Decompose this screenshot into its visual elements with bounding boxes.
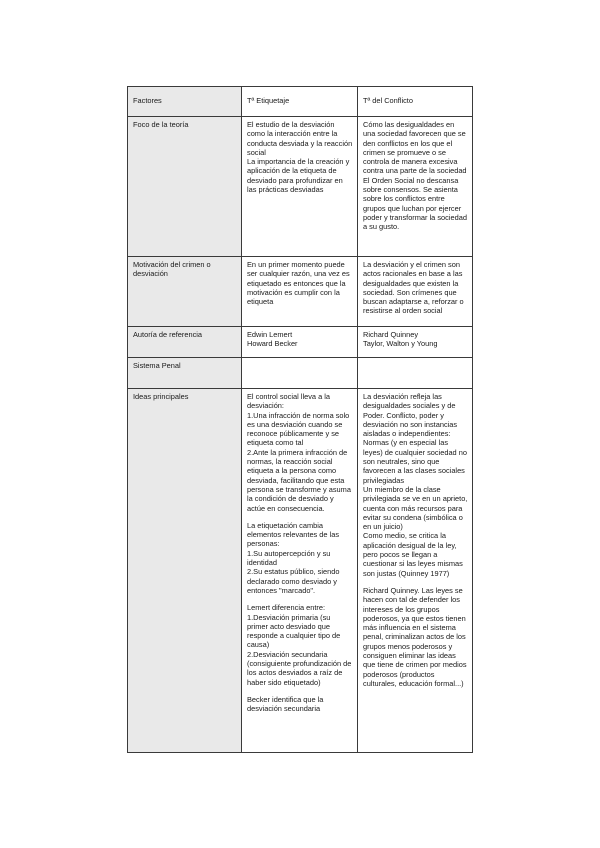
header-etiquetaje: Tª Etiquetaje (242, 87, 358, 117)
table-row-motivacion (128, 257, 473, 327)
cell-paragraph: La desviación refleja las desigualdades sociales y de Poder. Conflicto, poder y desviación no son instancias aisladas o independientes: Normas (y en especial las leyes) de cualquier sociedad no son neutrales, sino que favorecen a las clases sociales privilegiadas Un miembro de la clase privilegiada se ve en un aprieto, cuenta con más recursos para evitar su condena (simbólica o en un juicio) Como medio, se critica la aplicación desigual de la ley, pero pocos se llegan a cuestionar si las leyes mismas son justas (Quinney 1977) (363, 392, 468, 578)
header-factores: Factores (128, 87, 242, 117)
cell-conflicto (358, 117, 473, 257)
table-header-row (128, 87, 473, 117)
cell-paragraph: La desviación y el crimen son actos racionales en base a las desigualdades que existen la sociedad. Son crímenes que buscan adaptarse a, reforzar o resistirse al orden social (363, 260, 464, 316)
cell-paragraph: Cómo las desigualdades en una sociedad favorecen que se den conflictos en los que el crimen se promueve o se controla de manera excesiva contra una parte de la sociedad El Orden Social no descansa sobre consensos. Se asienta sobre los conflictos entre grupos que luchan por ejercer poder y transformar la sociedad a su gusto. (363, 120, 467, 232)
cell-etiquetaje (242, 257, 358, 327)
row-label: Motivación del crimen o desviación (128, 257, 242, 327)
table-row-ideas (128, 389, 473, 753)
cell-paragraph: El control social lleva a la desviación: 1.Una infracción de norma solo es una desviación cuando se reconoce públicamente y se etiqueta como tal 2.Ante la primera infracción de normas, la reacción social etiqueta a la persona como desviada, facilitando que esta persona se transforme y asuma la condición de desviado y actúe en consecuencia. (247, 392, 351, 513)
cell-etiquetaje (242, 389, 358, 753)
row-label: Foco de la teoría (128, 117, 242, 257)
header-conflicto: Tª del Conflicto (358, 87, 473, 117)
table-row-sistema-penal (128, 358, 473, 389)
row-label: Sistema Penal (128, 358, 242, 389)
cell-paragraph: Richard Quinney. Las leyes se hacen con tal de defender los intereses de los grupos poderosos, ya que estos tienen más influencia en el sistema penal, criminalizan actos de los grupos menos poderosos y consiguen eliminar las ideas que tiene de crimen por medios poderosos (productos culturales, educación formal...) (363, 585, 467, 688)
table-row-autoria (128, 327, 473, 358)
cell-conflicto (358, 389, 473, 753)
cell-conflicto (358, 327, 473, 358)
row-label: Autoría de referencia (128, 327, 242, 358)
cell-conflicto (358, 257, 473, 327)
cell-etiquetaje-empty (242, 358, 358, 389)
cell-paragraph: El estudio de la desviación como la interacción entre la conducta desviada y la reacción social La importancia de la creación y aplicación de la etiqueta de desviado para profundizar en las prácticas desviadas (247, 120, 353, 195)
row-label: Ideas principales (128, 389, 242, 753)
cell-paragraph: En un primer momento puede ser cualquier razón, una vez es etiquetado es entonces que la motivación es cumplir con la etiqueta (247, 260, 350, 307)
cell-paragraph: Becker identifica que la desviación secundaria (247, 694, 324, 714)
cell-paragraph: Edwin Lemert Howard Becker (247, 330, 298, 349)
table-row-foco (128, 117, 473, 257)
cell-paragraph: La etiquetación cambia elementos relevantes de las personas: 1.Su autopercepción y su identidad 2.Su estatus público, siendo declarado como desviado y entonces "marcado". (247, 520, 340, 595)
cell-paragraph: Lemert diferencia entre: 1.Desviación primaria (su primer acto desviado que responde a cualquier tipo de causa) 2.Desviación secundaria (consiguiente profundización de los actos desviados a raíz de haber sido etiquetado) (247, 603, 352, 687)
cell-etiquetaje (242, 117, 358, 257)
comparison-table (127, 86, 473, 753)
cell-etiquetaje (242, 327, 358, 358)
cell-paragraph: Richard Quinney Taylor, Walton y Young (363, 330, 438, 349)
cell-conflicto-empty (358, 358, 473, 389)
